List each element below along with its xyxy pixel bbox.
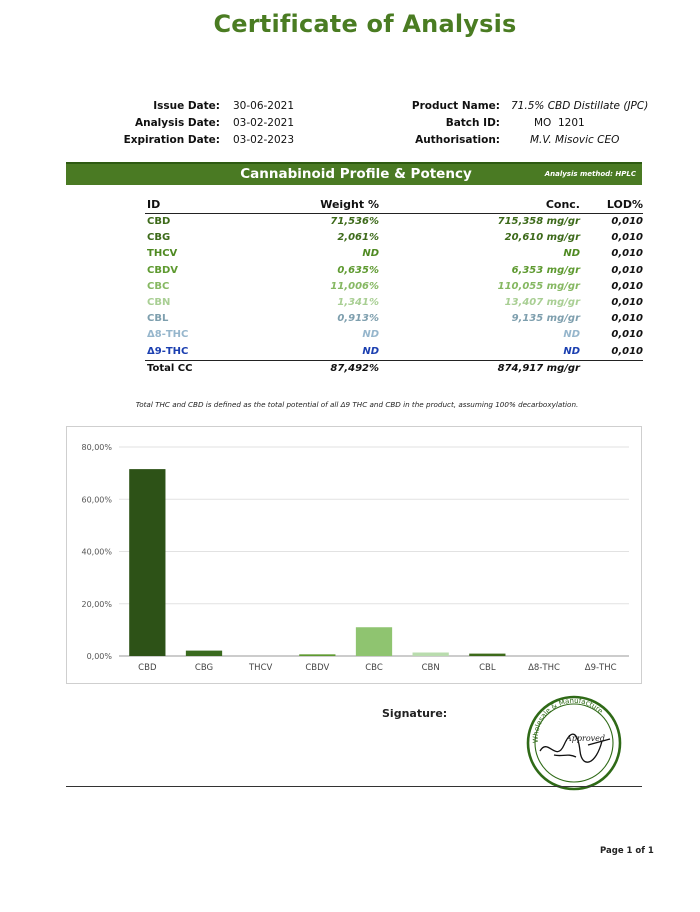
table-row	[145, 214, 643, 230]
x-tick-label: CBD	[138, 663, 157, 673]
cannabinoid-lod: 0,010	[611, 216, 643, 227]
batch-id-label: Batch ID:	[445, 117, 500, 129]
table-total-row	[145, 360, 643, 377]
bar-cbd	[129, 469, 165, 656]
x-tick-label: CBC	[365, 663, 383, 673]
cannabinoid-id: CBL	[147, 313, 169, 325]
total-conc: 874,917 mg/gr	[497, 362, 580, 374]
x-tick-label: CBDV	[305, 663, 330, 673]
cannabinoid-id: CBG	[147, 232, 171, 244]
approval-seal	[518, 693, 634, 797]
cannabinoid-lod: 0,010	[611, 280, 643, 292]
total-id: Total CC	[147, 362, 193, 374]
cannabinoid-conc: ND	[563, 248, 580, 260]
authorisation-value: M.V. Misovic CEO	[530, 134, 620, 146]
cannabinoid-weight: ND	[362, 248, 379, 260]
total-weight: 87,492%	[330, 362, 379, 374]
expiration-date-label: Expiration Date:	[123, 134, 220, 146]
cannabinoid-conc: ND	[563, 345, 580, 357]
cannabinoid-table	[145, 196, 643, 377]
table-header-row	[145, 196, 643, 214]
cannabinoid-lod: 0,010	[611, 232, 643, 244]
issue-date-value: 30-06-2021	[233, 100, 295, 112]
profile-title: Cannabinoid Profile & Potency	[240, 166, 472, 182]
product-name-label: Product Name:	[411, 100, 500, 112]
decarboxylation-note: Total THC and CBD is defined as the total potential of all Δ9 THC and CBD in the product, assuming 100% decarboxylation.	[135, 400, 579, 409]
cannabinoid-id: Δ9-THC	[147, 345, 189, 357]
bar-cbc	[356, 627, 392, 656]
cannabinoid-conc: 9,135 mg/gr	[511, 313, 580, 325]
cannabinoid-id: CBD	[147, 216, 171, 227]
cannabinoid-lod: 0,010	[611, 264, 643, 276]
cannabinoid-weight: ND	[362, 345, 379, 357]
bar-cbn	[413, 652, 449, 656]
cannabinoid-lod: 0,010	[611, 248, 643, 260]
cannabinoid-weight: 11,006%	[330, 280, 379, 292]
cannabinoid-lod: 0,010	[611, 296, 643, 308]
issue-date-label: Issue Date:	[153, 100, 220, 112]
cannabinoid-conc: ND	[563, 329, 580, 341]
header-weight: Weight %	[320, 198, 379, 211]
x-tick-label: THCV	[248, 663, 273, 673]
header-conc: Conc.	[545, 198, 580, 211]
bar-cbg	[186, 651, 222, 656]
profile-header-bar	[66, 162, 642, 185]
table-row	[145, 246, 643, 262]
cannabinoid-id: Δ8-THC	[147, 329, 189, 341]
product-name-value: 71.5% CBD Distillate (JPC)	[511, 100, 649, 112]
x-tick-label: CBL	[479, 663, 496, 673]
cannabinoid-conc: 6,353 mg/gr	[511, 264, 580, 276]
expiration-date-value: 03-02-2023	[233, 134, 295, 146]
cannabinoid-weight: 2,061%	[337, 232, 379, 244]
cannabinoid-id: CBC	[147, 280, 170, 292]
cannabinoid-id: THCV	[147, 248, 178, 260]
page-number: Page 1 of 1	[600, 846, 654, 856]
y-tick-label: 0,00%	[86, 652, 112, 661]
header-lod: LOD%	[606, 198, 643, 211]
table-row	[145, 311, 643, 327]
bar-cbl	[469, 654, 505, 656]
x-tick-label: Δ8-THC	[528, 663, 560, 673]
cannabinoid-conc: 20,610 mg/gr	[504, 232, 580, 244]
y-tick-label: 80,00%	[81, 443, 112, 452]
x-tick-label: CBN	[421, 663, 440, 673]
y-tick-label: 20,00%	[81, 599, 112, 609]
analysis-method: Analysis method: HPLC	[544, 170, 636, 178]
cannabinoid-conc: 13,407 mg/gr	[504, 296, 580, 308]
table-row	[145, 230, 643, 246]
cannabinoid-bar-chart	[66, 426, 642, 684]
table-row	[145, 263, 643, 279]
bar-cbdv	[299, 654, 335, 656]
authorisation-label: Authorisation:	[415, 134, 500, 146]
cannabinoid-conc: 715,358 mg/gr	[497, 216, 580, 227]
x-tick-label: Δ9-THC	[584, 663, 617, 673]
table-body	[145, 214, 643, 360]
table-row	[145, 327, 643, 343]
x-tick-label: CBG	[194, 663, 214, 673]
cannabinoid-id: CBDV	[147, 264, 179, 276]
seal-center-text: Approved	[566, 734, 606, 743]
signature-label: Signature:	[382, 707, 448, 720]
cannabinoid-weight: 1,341%	[337, 296, 379, 308]
y-tick-label: 60,00%	[81, 495, 112, 505]
chart-svg	[67, 427, 641, 683]
approval-seal-stamp	[518, 693, 634, 793]
signature-rule	[66, 786, 642, 787]
page-title: Certificate of Analysis	[213, 10, 517, 38]
cannabinoid-weight: 0,913%	[337, 313, 379, 325]
cannabinoid-lod: 0,010	[611, 313, 643, 325]
table-row	[145, 344, 643, 360]
header-id: ID	[147, 198, 161, 211]
cannabinoid-conc: 110,055 mg/gr	[497, 280, 580, 292]
seal-arc-text: Wholesale & Manufacture	[531, 696, 605, 744]
analysis-date-label: Analysis Date:	[134, 117, 220, 129]
batch-id-value: MO 1201	[534, 117, 585, 129]
cannabinoid-weight: ND	[362, 329, 379, 341]
cannabinoid-lod: 0,010	[611, 329, 643, 341]
cannabinoid-weight: 71,536%	[330, 216, 379, 227]
cannabinoid-id: CBN	[147, 296, 171, 308]
analysis-date-value: 03-02-2021	[233, 117, 295, 129]
cannabinoid-lod: 0,010	[611, 345, 643, 357]
table-row	[145, 295, 643, 311]
cannabinoid-weight: 0,635%	[337, 264, 379, 276]
y-tick-label: 40,00%	[81, 547, 112, 557]
table-row	[145, 279, 643, 295]
